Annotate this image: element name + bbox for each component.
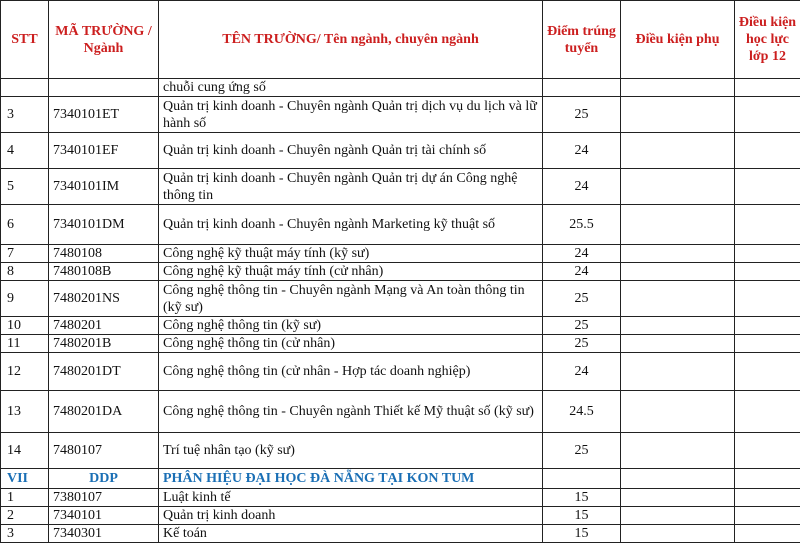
cell-ma: 7480201DA [49,391,159,433]
cell-hoc-luc [735,205,800,245]
cell-dieu-kien-phu [621,245,735,263]
cell-ten: Luật kinh tế [159,489,543,507]
cell-stt: 14 [1,433,49,469]
cell-ma: 7480107 [49,433,159,469]
cell-stt: 1 [1,489,49,507]
table-row [1,335,800,353]
header-diem-trung-tuyen: Điểm trúng tuyển [543,1,621,79]
header-stt: STT [1,1,49,79]
header-ma-truong: MÃ TRƯỜNG / Ngành [49,1,159,79]
cell-stt: 10 [1,317,49,335]
cell-diem: 25 [543,317,621,335]
cell-ma: 7480201DT [49,353,159,391]
cell-ten: Quản trị kinh doanh - Chuyên ngành Quản trị dự án Công nghệ thông tin [159,169,543,205]
cell-ten: Công nghệ thông tin (cử nhân) [159,335,543,353]
cell-ten: Công nghệ thông tin (cử nhân - Hợp tác doanh nghiệp) [159,353,543,391]
cell-ma: 7340301 [49,525,159,543]
cell-ten: Công nghệ kỹ thuật máy tính (cử nhân) [159,263,543,281]
cell-ma: 7480201B [49,335,159,353]
cell-dieu-kien-phu [621,79,735,97]
cell-diem: 25 [543,433,621,469]
cell-hoc-luc [735,133,800,169]
cell-stt: 8 [1,263,49,281]
cell-stt: 11 [1,335,49,353]
table-row [1,433,800,469]
table-row [1,525,800,543]
cell-ma: 7340101DM [49,205,159,245]
cell-hoc-luc [735,169,800,205]
cell-diem: 24.5 [543,391,621,433]
cell-dieu-kien-phu [621,353,735,391]
cell-dieu-kien-phu [621,133,735,169]
header-dieu-kien-hoc-luc: Điều kiện học lực lớp 12 [735,1,800,79]
cell-dieu-kien-phu [621,507,735,525]
cell-hoc-luc [735,317,800,335]
cell-dieu-kien-phu [621,281,735,317]
cell-hoc-luc [735,353,800,391]
cell-hoc-luc [735,391,800,433]
cell-dieu-kien-phu [621,335,735,353]
cell-ten: Quản trị kinh doanh - Chuyên ngành Quản trị tài chính số [159,133,543,169]
cell-diem: 25.5 [543,205,621,245]
section-row [1,469,800,489]
cell-diem: 25 [543,335,621,353]
cell-hoc-luc [735,245,800,263]
section-ma: DDP [49,469,159,489]
table-row [1,391,800,433]
cell-diem: 15 [543,525,621,543]
cell-ma: 7340101ET [49,97,159,133]
cell-ten: Công nghệ thông tin - Chuyên ngành Thiết kế Mỹ thuật số (kỹ sư) [159,391,543,433]
cell-diem: 25 [543,281,621,317]
cell-ten: Kế toán [159,525,543,543]
cell-dieu-kien-phu [621,169,735,205]
cell-stt: 4 [1,133,49,169]
cell-dieu-kien-phu [621,525,735,543]
table-row [1,353,800,391]
table-row [1,317,800,335]
cell-diem: 24 [543,263,621,281]
cell-hoc-luc [735,79,800,97]
table-row [1,245,800,263]
cell-ten: Công nghệ thông tin (kỹ sư) [159,317,543,335]
cell-ma: 7340101 [49,507,159,525]
table-row-continuation [1,79,800,97]
cell-stt: 5 [1,169,49,205]
cell-ten: Quản trị kinh doanh - Chuyên ngành Quản trị dịch vụ du lịch và lữ hành số [159,97,543,133]
cell-ten: Trí tuệ nhân tạo (kỹ sư) [159,433,543,469]
cell-ma [49,79,159,97]
table-row [1,205,800,245]
cell-ten: chuỗi cung ứng số [159,79,543,97]
cell-stt: 3 [1,525,49,543]
cell-ten: Công nghệ thông tin - Chuyên ngành Mạng và An toàn thông tin (kỹ sư) [159,281,543,317]
header-dieu-kien-phu: Điều kiện phụ [621,1,735,79]
section-stt: VII [1,469,49,489]
cell-hoc-luc [735,97,800,133]
cell-stt [1,79,49,97]
cell-diem: 24 [543,353,621,391]
cell-hoc-luc [735,525,800,543]
cell-ten: Quản trị kinh doanh - Chuyên ngành Marketing kỹ thuật số [159,205,543,245]
cell-ten: Quản trị kinh doanh [159,507,543,525]
cell-dieu-kien-phu [621,97,735,133]
cell-dieu-kien-phu [621,205,735,245]
cell-diem: 15 [543,507,621,525]
cell-diem [543,79,621,97]
header-row [1,1,800,79]
cell-ma: 7340101IM [49,169,159,205]
section-title: PHÂN HIỆU ĐẠI HỌC ĐÀ NẴNG TẠI KON TUM [159,469,543,489]
cell-diem: 25 [543,97,621,133]
cell-stt: 2 [1,507,49,525]
cell-hoc-luc [735,469,800,489]
cell-ma: 7480201 [49,317,159,335]
cell-stt: 3 [1,97,49,133]
cell-diem: 24 [543,133,621,169]
table-row [1,281,800,317]
header-ten-truong: TÊN TRƯỜNG/ Tên ngành, chuyên ngành [159,1,543,79]
cell-hoc-luc [735,281,800,317]
table-row [1,169,800,205]
cell-stt: 7 [1,245,49,263]
cell-ma: 7340101EF [49,133,159,169]
cell-hoc-luc [735,335,800,353]
cell-stt: 9 [1,281,49,317]
cell-stt: 12 [1,353,49,391]
cell-dieu-kien-phu [621,433,735,469]
table-row [1,263,800,281]
cell-dieu-kien-phu [621,317,735,335]
cell-dieu-kien-phu [621,263,735,281]
cell-dieu-kien-phu [621,489,735,507]
cell-diem: 24 [543,245,621,263]
table-row [1,97,800,133]
cell-dieu-kien-phu [621,391,735,433]
cell-hoc-luc [735,507,800,525]
cell-stt: 13 [1,391,49,433]
cell-stt: 6 [1,205,49,245]
cell-ma: 7480201NS [49,281,159,317]
cell-hoc-luc [735,489,800,507]
cell-ma: 7480108B [49,263,159,281]
cell-ma: 7480108 [49,245,159,263]
cell-ten: Công nghệ kỹ thuật máy tính (kỹ sư) [159,245,543,263]
cell-hoc-luc [735,433,800,469]
table-row [1,489,800,507]
cell-dieu-kien-phu [621,469,735,489]
cell-diem: 24 [543,169,621,205]
table-row [1,507,800,525]
table-row [1,133,800,169]
cell-diem [543,469,621,489]
cell-ma: 7380107 [49,489,159,507]
cell-diem: 15 [543,489,621,507]
cell-hoc-luc [735,263,800,281]
